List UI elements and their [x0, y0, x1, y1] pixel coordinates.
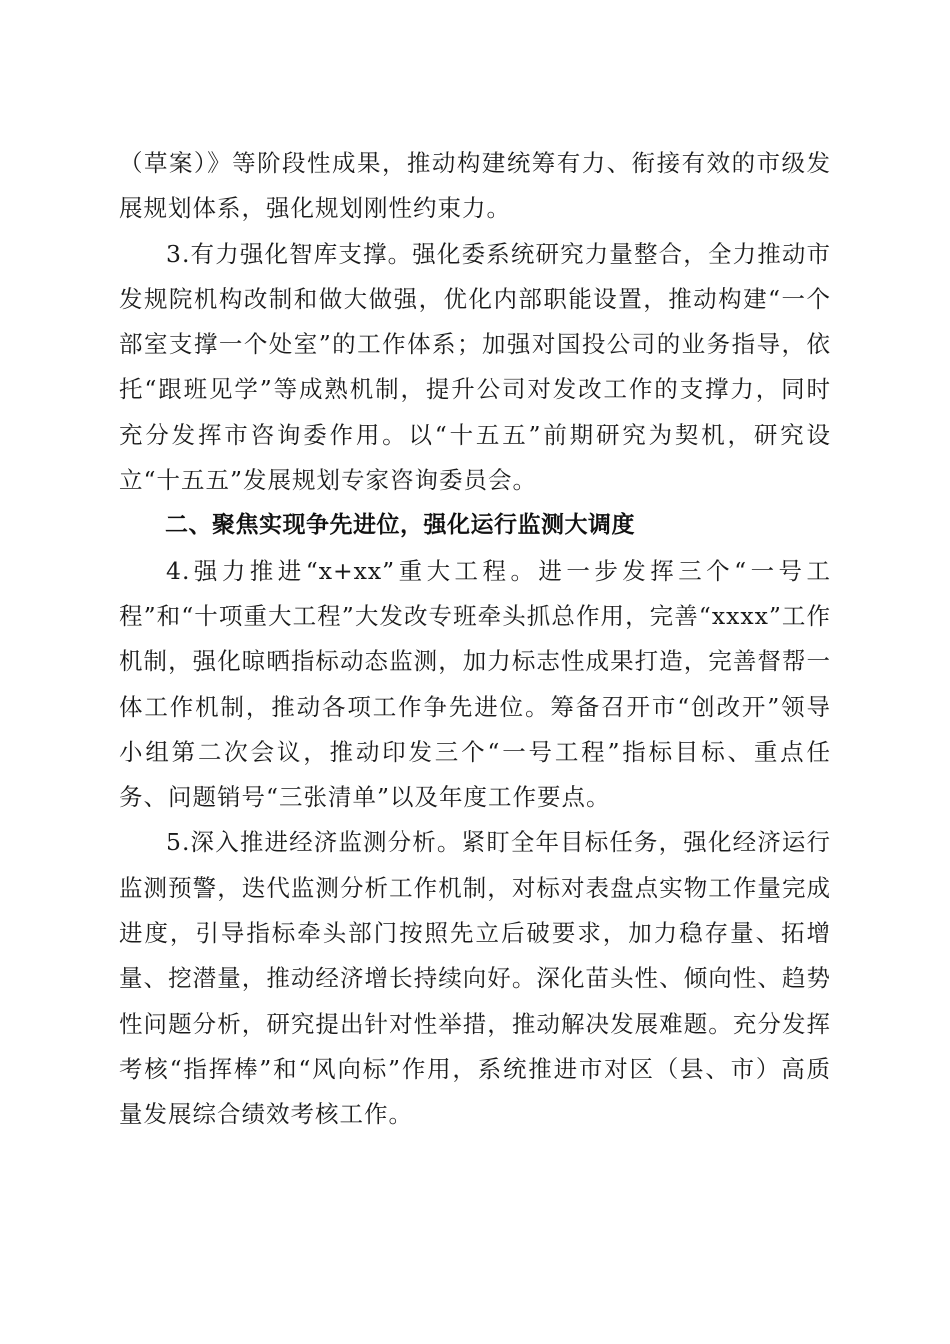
paragraph-think-tank-support: 3.有力强化智库支撑。强化委系统研究力量整合，全力推动市发规院机构改制和做大做强，优化内部职能设置，推动构建“一个部室支撑一个处室”的工作体系；加强对国投公司的业务指导，依托“跟班见学”等成熟机制，提升公司对发改工作的支撑力，同时充分发挥市咨询委作用。以“十五五”前期研究为契机，研究设立“十五五”发展规划专家咨询委员会。 [119, 239, 831, 495]
document-body [119, 141, 831, 1138]
paragraph-continuation: （草案）》等阶段性成果，推动构建统筹有力、衔接有效的市级发展规划体系，强化规划刚性约束力。 [119, 149, 831, 223]
paragraph-economic-monitoring: 5.深入推进经济监测分析。紧盯全年目标任务，强化经济运行监测预警，迭代监测分析工作机制，对标对表盘点实物工作量完成进度，引导指标牵头部门按照先立后破要求，加力稳存量、拓增量、挖潜量，推动经济增长持续向好。深化苗头性、倾向性、趋势性问题分析，研究提出针对性举措，推动解决发展难题。充分发挥考核“指挥棒”和“风向标”作用，系统推进市对区（县、市）高质量发展综合绩效考核工作。 [119, 828, 831, 1129]
section-heading-two: 二、聚焦实现争先进位，强化运行监测大调度 [165, 512, 635, 539]
paragraph-major-projects: 4.强力推进“x+xx”重大工程。进一步发挥三个“一号工程”和“十项重大工程”大发改专班牵头抓总作用，完善“xxxx”工作机制，强化晾晒指标动态监测，加力标志性成果打造，完善督帮一体工作机制，推动各项工作争先进位。筹备召开市“创改开”领导小组第二次会议，推动印发三个“一号工程”指标目标、重点任务、问题销号“三张清单”以及年度工作要点。 [119, 556, 831, 812]
